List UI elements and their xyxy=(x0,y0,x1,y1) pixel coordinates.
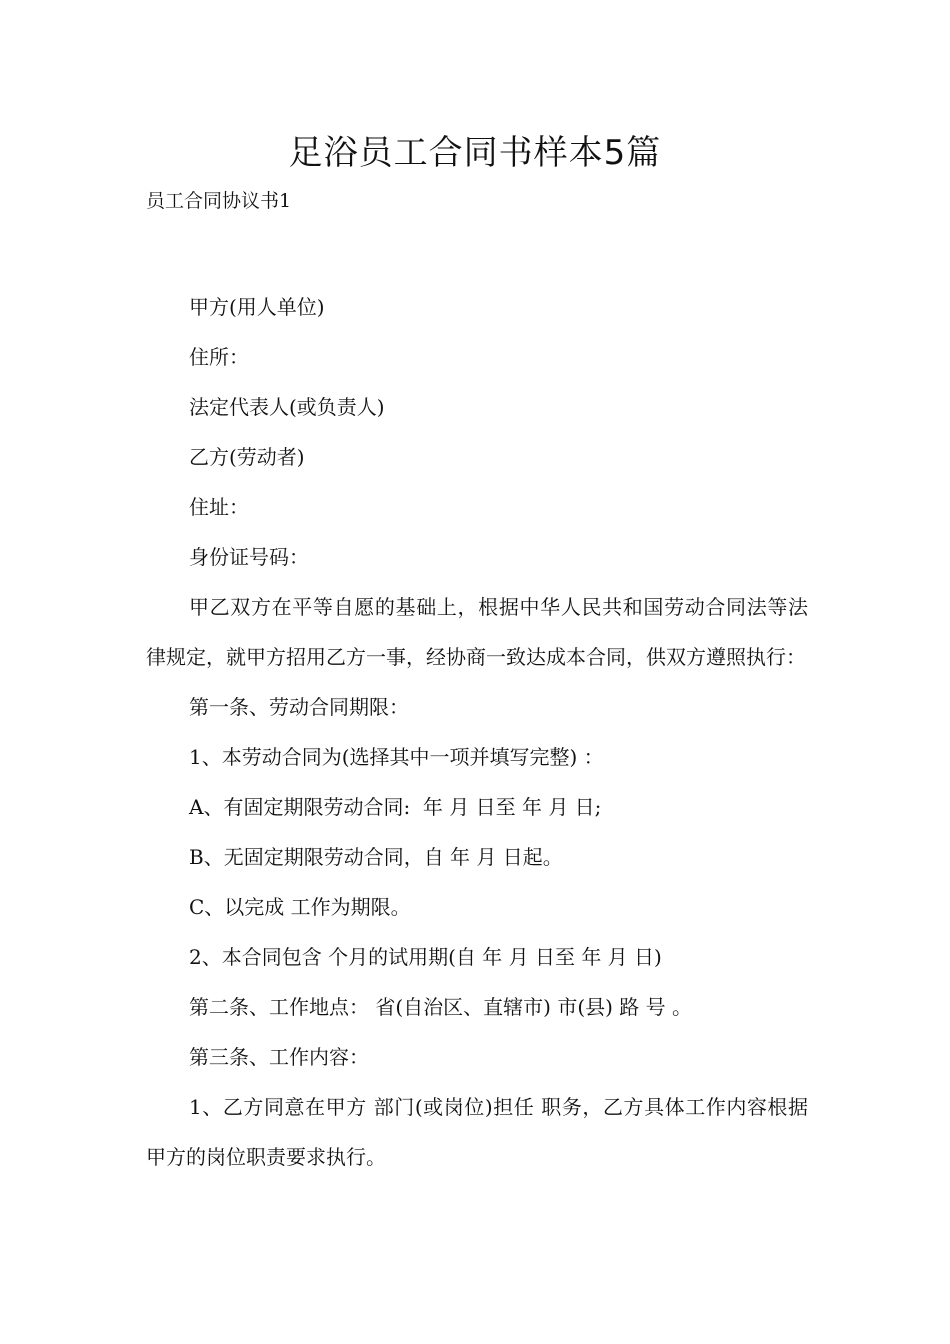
article-3-heading: 第三条、工作内容： xyxy=(189,1045,369,1069)
id-number: 身份证号码： xyxy=(189,545,309,569)
article-3-item-1: 1、乙方同意在甲方 部门(或岗位)担任 职务，乙方具体工作内容根据甲方的岗位职责要求执行。 xyxy=(146,1095,808,1169)
article-1-heading: 第一条、劳动合同期限： xyxy=(189,695,409,719)
preamble-paragraph: 甲乙双方在平等自愿的基础上，根据中华人民共和国劳动合同法等法律规定，就甲方招用乙方一事，经协商一致达成本合同，供双方遵照执行： xyxy=(146,595,808,669)
document-subtitle: 员工合同协议书1 xyxy=(146,190,292,212)
article-1-option-b: B、无固定期限劳动合同，自 年 月 日起。 xyxy=(189,845,563,869)
article-1-option-c: C、以完成 工作为期限。 xyxy=(189,895,411,919)
party-b-address: 住址： xyxy=(189,495,249,519)
party-b-label: 乙方(劳动者) xyxy=(189,445,305,469)
article-2-heading: 第二条、工作地点： 省(自治区、直辖市) 市(县) 路 号 。 xyxy=(189,995,692,1019)
legal-representative: 法定代表人(或负责人) xyxy=(189,395,385,419)
document-body xyxy=(146,282,808,1182)
party-a-address: 住所： xyxy=(189,345,249,369)
party-a-label: 甲方(用人单位) xyxy=(189,295,325,319)
article-1-item-2: 2、本合同包含 个月的试用期(自 年 月 日至 年 月 日) xyxy=(189,945,662,969)
article-1-option-a: A、有固定期限劳动合同: 年 月 日至 年 月 日; xyxy=(189,795,602,819)
document-title: 足浴员工合同书样本5篇 xyxy=(288,133,662,173)
article-1-item-1: 1、本劳动合同为(选择其中一项并填写完整) ： xyxy=(189,745,604,769)
